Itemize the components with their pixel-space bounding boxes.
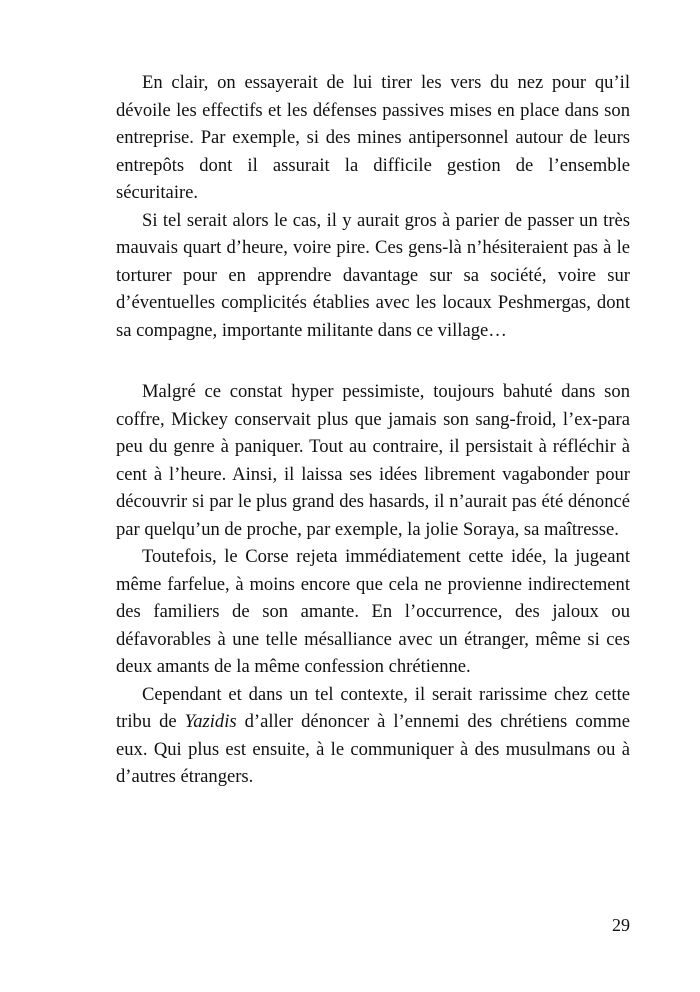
paragraph-5-italic-term: Yazidis bbox=[184, 711, 237, 732]
paragraph-3: Malgré ce constat hyper pessimiste, toujours bahuté dans son coffre, Mickey conservait plus que jamais son sang-froid, l’ex-para peu du genre à paniquer. Tout au contraire, il persistait à réfléchir à cent à l’heure. Ainsi, il laissa ses idées librement vagabonder pour découvrir si par le plus grand des hasards, il n’aurait pas été dénoncé par quelqu’un de proche, par exemple, la jolie Soraya, sa maîtresse. bbox=[116, 381, 630, 540]
section-break bbox=[116, 344, 630, 378]
paragraph-5-text-start: Cependant et dans un tel contexte, il serait rarissime chez cette tribu de bbox=[116, 683, 630, 732]
paragraph-2: Si tel serait alors le cas, il y aurait gros à parier de passer un très mauvais quart d’heure, voire pire. Ces gens-là n’hésiteraient pas à le torturer pour en apprendre davantage sur sa société, voire sur d’éventuelles complicités établies avec les locaux Peshmergas, dont sa compagne, importante militante dans ce village… bbox=[116, 209, 630, 341]
paragraph-5-text-end: d’aller dénoncer à l’ennemi des chrétiens comme eux. Qui plus est ensuite, à le communiquer à des musulmans ou à d’autres étrangers. bbox=[116, 711, 630, 787]
body-text bbox=[116, 69, 630, 791]
paragraph-1: En clair, on essayerait de lui tirer les vers du nez pour qu’il dévoile les effectifs et les défenses passives mises en place dans son entreprise. Par exemple, si des mines antipersonnel autour de leurs entrepôts dont il assurait la difficile gestion de l’ensemble sécuritaire. bbox=[116, 72, 630, 203]
paragraph-5 bbox=[116, 681, 630, 791]
page-number: 29 bbox=[612, 915, 630, 935]
paragraph-4: Toutefois, le Corse rejeta immédiatement cette idée, la jugeant même farfelue, à moins encore que cela ne provienne indirectement des familiers de son amante. En l’occurrence, des jaloux ou défavorables à une telle mésalliance avec un étranger, même si ces deux amants de la même confession chrétienne. bbox=[116, 546, 630, 677]
